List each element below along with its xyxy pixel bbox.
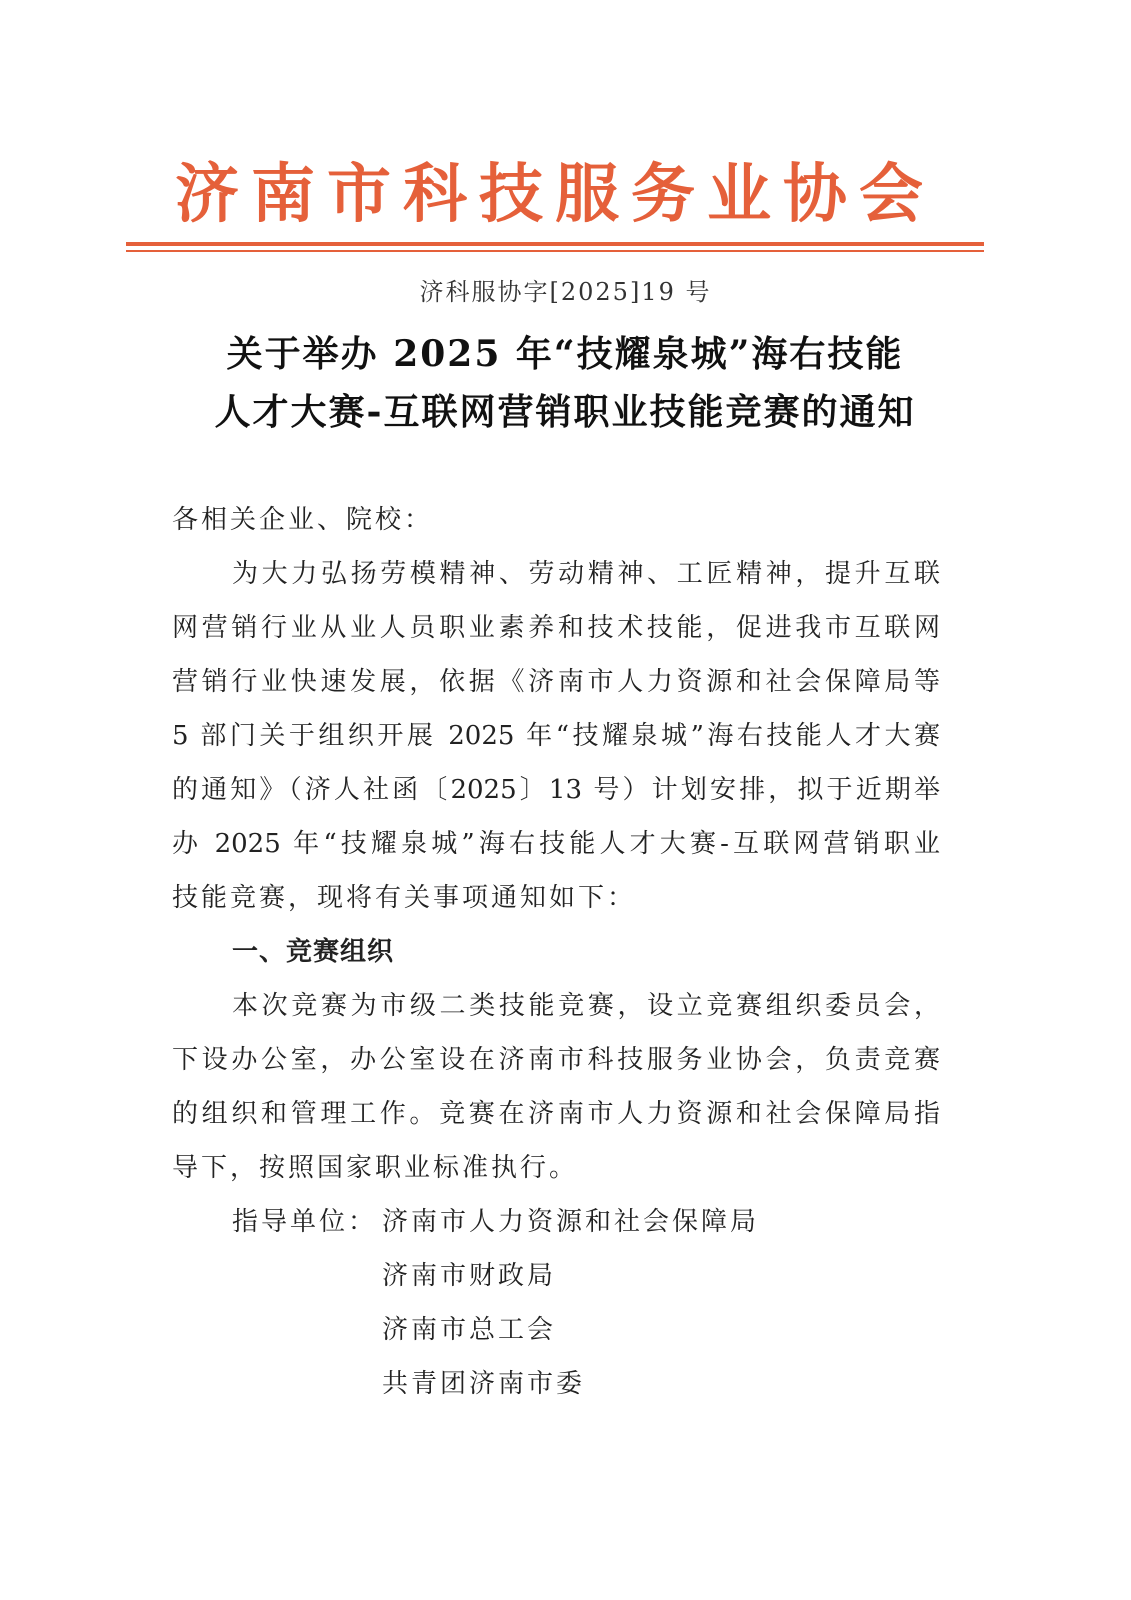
paragraph-line: 导下，按照国家职业标准执行。: [172, 1153, 579, 1183]
paragraph-line: 的通知》（济人社函〔2025〕13 号）计划安排，拟于近期举: [172, 775, 940, 805]
paragraph-line: 本次竞赛为市级二类技能竞赛，设立竞赛组织委员会，: [232, 991, 940, 1021]
paragraph-line: 技能竞赛，现将有关事项通知如下：: [172, 883, 637, 913]
guiding-unit: 济南市总工会: [382, 1315, 557, 1345]
paragraph-line: 营销行业快速发展，依据《济南市人力资源和社会保障局等: [172, 667, 940, 697]
paragraph-line: 网营销行业从业人员职业素养和技术技能，促进我市互联网: [172, 613, 940, 643]
paragraph-line: 5 部门关于组织开展 2025 年“技耀泉城”海右技能人才大赛: [172, 721, 940, 751]
letterhead-rule-thin: [126, 250, 984, 252]
letterhead-organization: 济南市科技服务业协会: [175, 157, 935, 232]
salutation: 各相关企业、院校：: [172, 505, 434, 535]
document-title-line-1: 关于举办 2025 年“技耀泉城”海右技能: [226, 333, 904, 375]
guiding-unit: 共青团济南市委: [382, 1369, 586, 1399]
section-heading: 一、竞赛组织: [232, 937, 395, 967]
guiding-units-label: 指导单位：: [232, 1207, 378, 1237]
guiding-unit: 济南市人力资源和社会保障局: [382, 1207, 760, 1237]
paragraph-line: 办 2025 年“技耀泉城”海右技能人才大赛-互联网营销职业: [172, 829, 940, 859]
paragraph-line: 为大力弘扬劳模精神、劳动精神、工匠精神，提升互联: [232, 559, 940, 589]
guiding-unit: 济南市财政局: [382, 1261, 557, 1291]
letterhead-rule-thick: [126, 242, 984, 246]
document-title-line-2: 人才大赛-互联网营销职业技能竞赛的通知: [214, 391, 916, 433]
paragraph-line: 下设办公室，办公室设在济南市科技服务业协会，负责竞赛: [172, 1045, 940, 1075]
document-number: 济科服协字[2025]19 号: [419, 278, 712, 306]
paragraph-line: 的组织和管理工作。竞赛在济南市人力资源和社会保障局指: [172, 1099, 940, 1129]
